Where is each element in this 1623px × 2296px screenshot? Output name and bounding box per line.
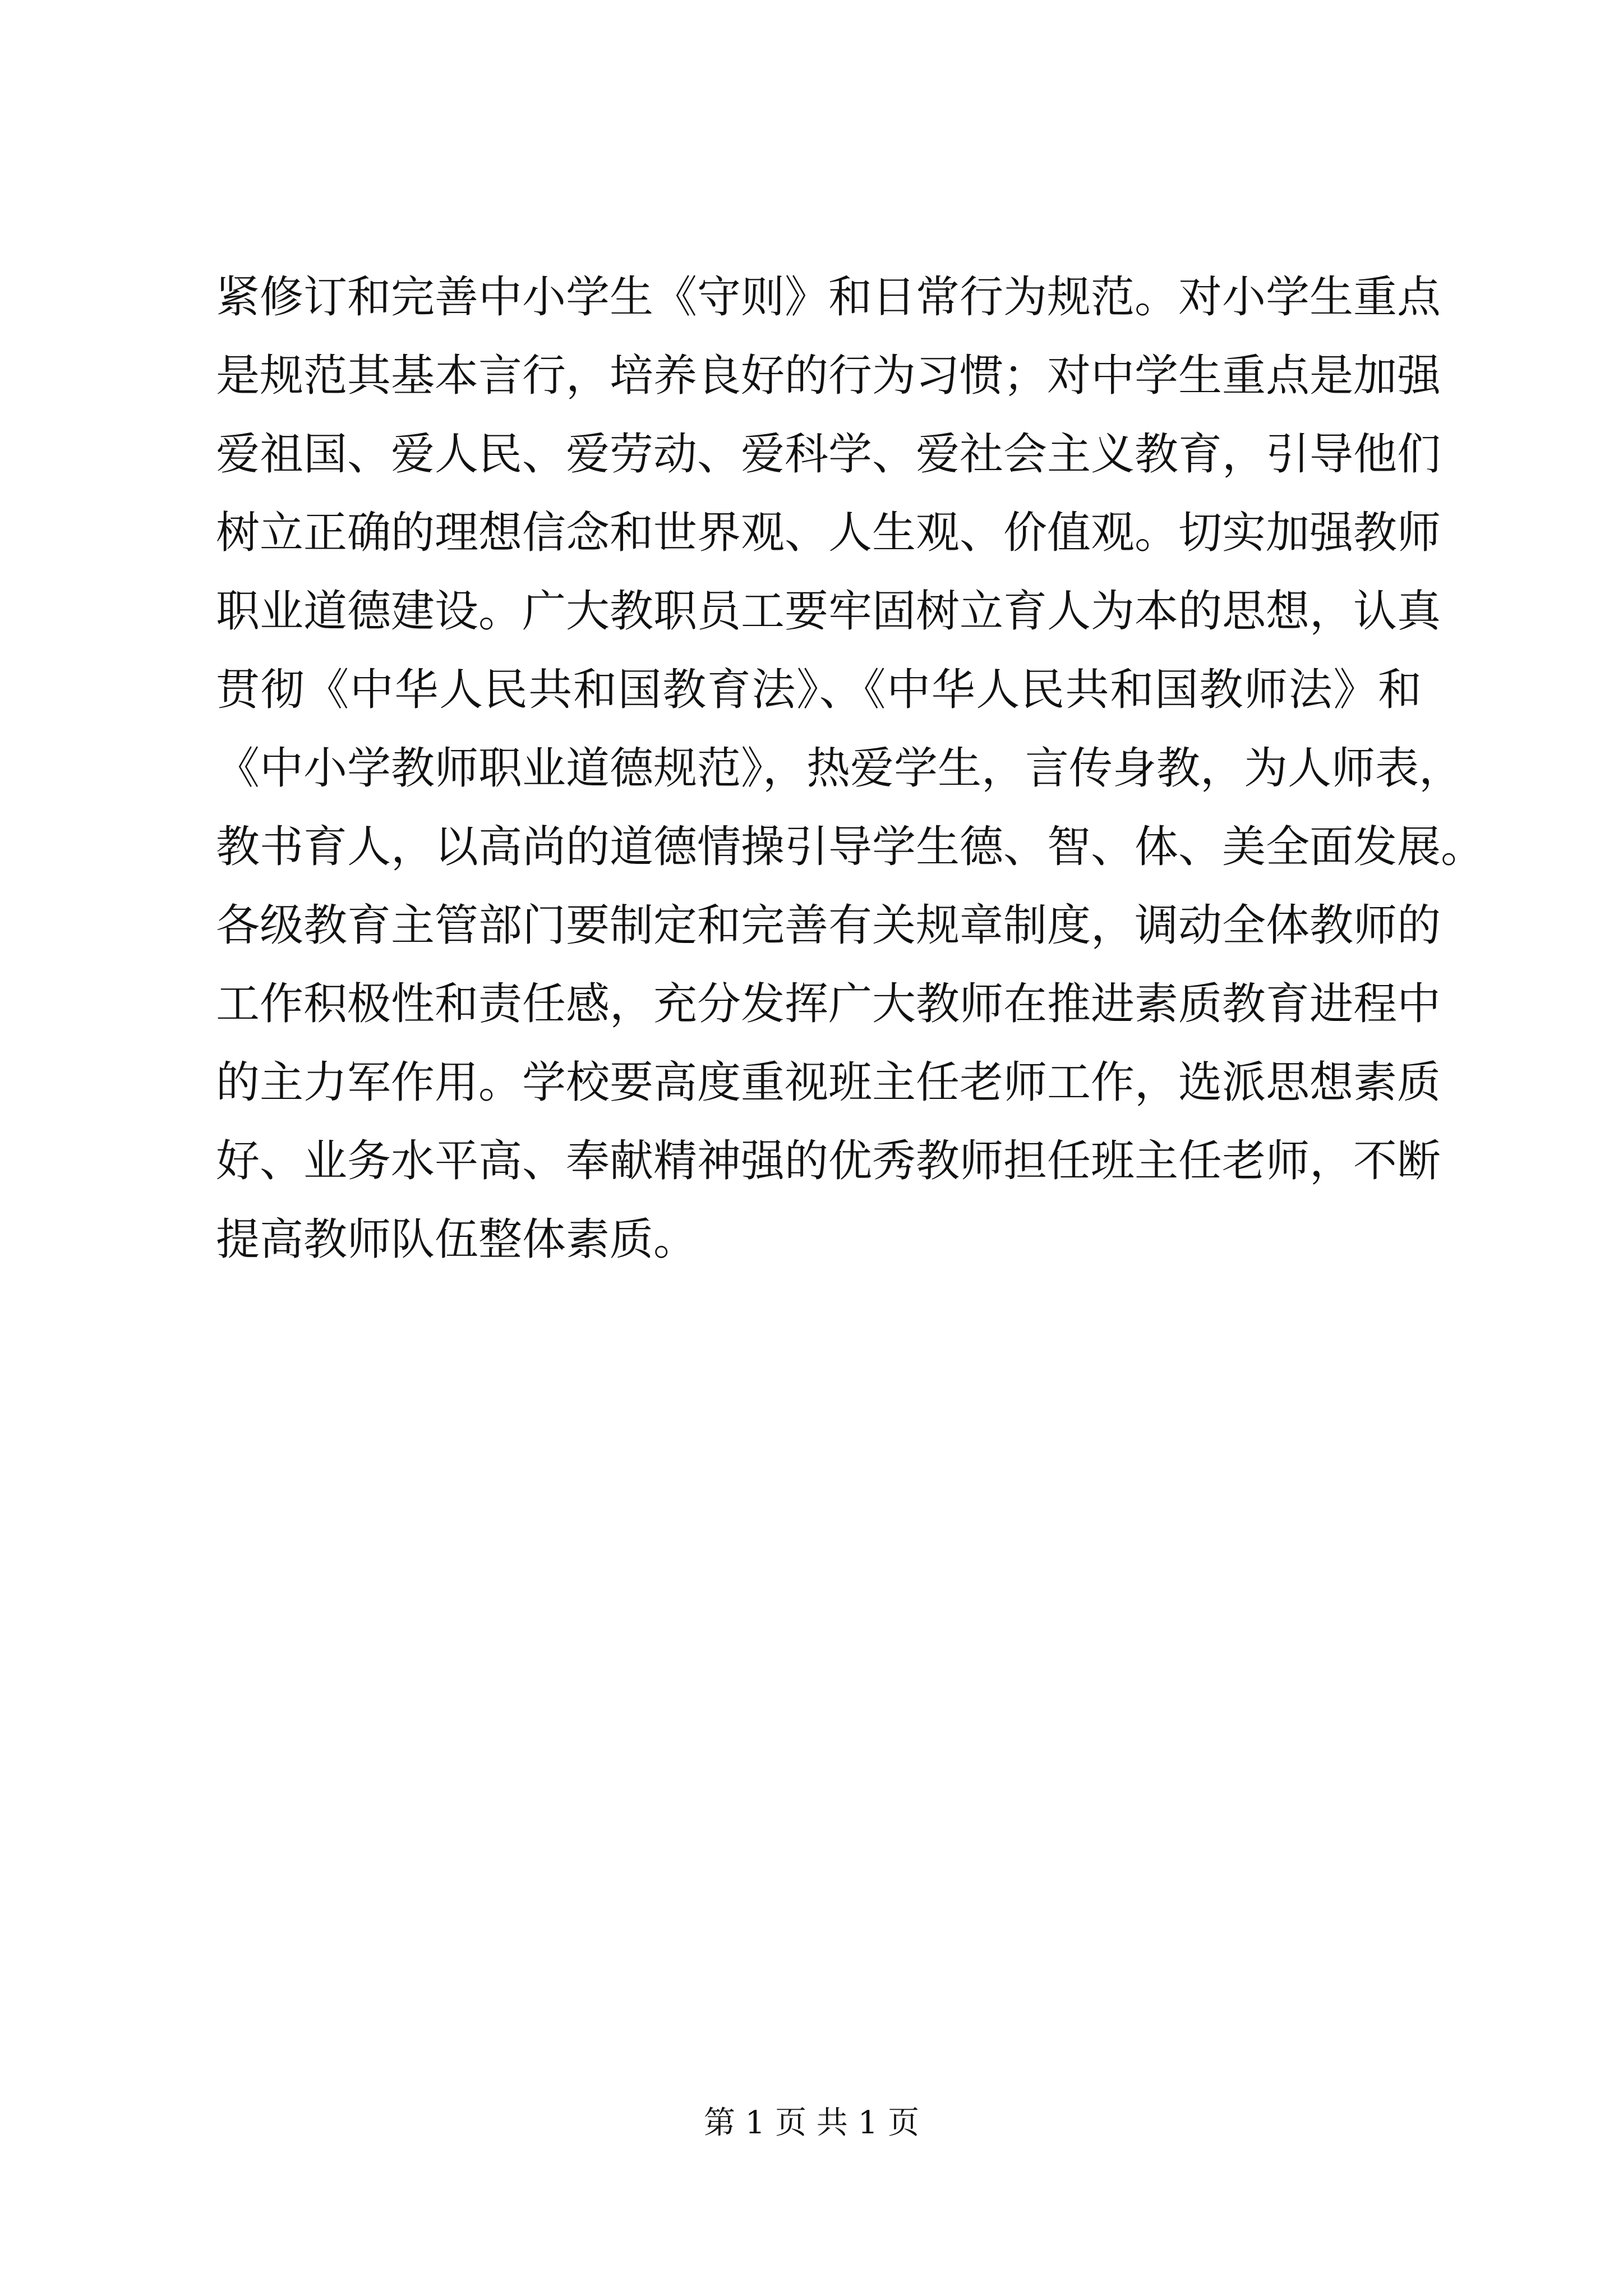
text-line: 紧修订和完善中小学生《守则》和日常行为规范。对小学生重点 (216, 272, 1441, 323)
text-line: 是规范其基本言行，培养良好的行为习惯；对中学生重点是加强 (216, 351, 1441, 401)
page-number-footer: 第 1 页 共 1 页 (703, 2105, 920, 2141)
text-line: 工作积极性和责任感，充分发挥广大教师在推进素质教育进程中 (216, 979, 1441, 1029)
text-line: 的主力军作用。学校要高度重视班主任老师工作，选派思想素质 (216, 1057, 1441, 1108)
text-line: 贯彻《中华人民共和国教育法》、《中华人民共和国教师法》和 (216, 665, 1422, 715)
body-paragraph (216, 258, 1485, 1279)
text-line: 好、业务水平高、奉献精神强的优秀教师担任班主任老师，不断 (216, 1136, 1441, 1186)
text-line: 提高教师队伍整体素质。 (216, 1214, 698, 1265)
text-line: 《中小学教师职业道德规范》，热爱学生，言传身教，为人师表， (216, 743, 1463, 794)
text-line: 爱祖国、爱人民、爱劳动、爱科学、爱社会主义教育，引导他们 (216, 429, 1441, 480)
text-line: 树立正确的理想信念和世界观、人生观、价值观。切实加强教师 (216, 508, 1441, 558)
text-line: 教书育人，以高尚的道德情操引导学生德、智、体、美全面发展。 (216, 822, 1485, 872)
text-line: 职业道德建设。广大教职员工要牢固树立育人为本的思想，认真 (216, 586, 1441, 637)
text-line: 各级教育主管部门要制定和完善有关规章制度，调动全体教师的 (216, 900, 1441, 951)
